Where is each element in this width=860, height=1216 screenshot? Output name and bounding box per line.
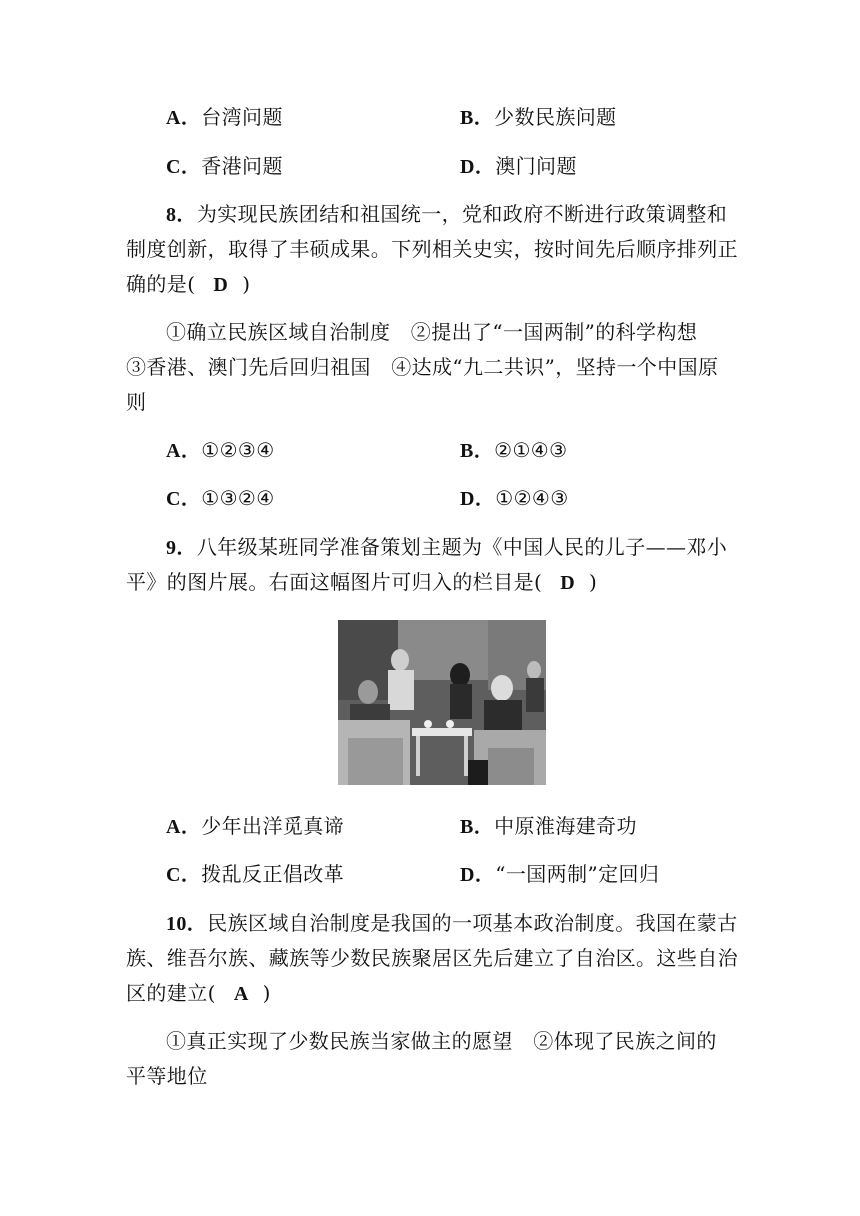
stem-text: 为实现民族团结和祖国统一，党和政府不断进行政策调整和 <box>196 202 728 226</box>
q8-option-c <box>166 484 275 513</box>
q8-stem-line1 <box>166 200 727 229</box>
q9-option-c <box>166 860 344 889</box>
historical-meeting-photo <box>338 620 546 785</box>
option-text: ①③②④ <box>201 486 275 510</box>
q8-stem-line2: 制度创新，取得了丰硕成果。下列相关史实，按时间先后顺序排列正 <box>126 237 738 261</box>
answer: D <box>213 274 229 296</box>
option-text: 拨乱反正倡改革 <box>201 862 345 886</box>
q10-stem-line2: 族、维吾尔族、藏族等少数民族聚居区先后建立了自治区。这些自治 <box>126 946 738 970</box>
q10-stem-line3 <box>126 979 271 1008</box>
q9-stem-line1 <box>166 533 727 562</box>
option-label: A． <box>166 816 202 838</box>
option-label: D． <box>460 864 496 886</box>
option-label: C． <box>166 156 202 178</box>
q8-option-b <box>460 436 567 465</box>
q10-stem-line1 <box>166 909 738 938</box>
option-text: 香港问题 <box>201 154 283 178</box>
q7-option-a <box>166 103 283 132</box>
q9-option-d <box>460 860 659 889</box>
stem-text: 民族区域自治制度是我国的一项基本政治制度。我国在蒙古 <box>207 911 738 935</box>
q10-items-line2: 平等地位 <box>126 1064 208 1088</box>
option-text: 中原淮海建奇功 <box>494 814 637 838</box>
option-text: ①②③④ <box>201 438 275 462</box>
option-label: D． <box>460 488 496 510</box>
option-label: D． <box>460 156 496 178</box>
q7-option-d <box>460 152 577 181</box>
option-label: A． <box>166 440 202 462</box>
option-label: C． <box>166 864 202 886</box>
option-text: 少数民族问题 <box>494 105 617 129</box>
q7-option-c <box>166 152 283 181</box>
q8-items-line2: ③香港、澳门先后回归祖国 ④达成“九二共识”，坚持一个中国原 <box>126 355 719 379</box>
stem-text: 确的是( <box>126 272 196 296</box>
option-label: B． <box>460 816 495 838</box>
q10-items-line1: ①真正实现了少数民族当家做主的愿望 ②体现了民族之间的 <box>166 1029 717 1053</box>
option-text: ①②④③ <box>495 486 569 510</box>
question-number: 8． <box>166 204 197 226</box>
answer: A <box>233 983 249 1005</box>
q8-stem-line3 <box>126 270 250 299</box>
answer: D <box>560 572 576 594</box>
option-label: B． <box>460 440 495 462</box>
photo-illustration <box>338 620 546 785</box>
option-label: B． <box>460 107 495 129</box>
stem-text: 区的建立( <box>126 981 216 1005</box>
option-label: A． <box>166 107 202 129</box>
q8-option-a <box>166 436 275 465</box>
stem-text: ) <box>242 272 251 296</box>
stem-text: 八年级某班同学准备策划主题为《中国人民的儿子——邓小 <box>196 535 728 559</box>
stem-text: 平》的图片展。右面这幅图片可归入的栏目是( <box>126 570 543 594</box>
q7-option-b <box>460 103 617 132</box>
option-text: 澳门问题 <box>495 154 577 178</box>
q9-option-b <box>460 812 637 841</box>
stem-text: ) <box>589 570 598 594</box>
q8-items-line1: ①确立民族区域自治制度 ②提出了“一国两制”的科学构想 <box>166 320 698 344</box>
q9-option-a <box>166 812 344 841</box>
q8-items-line3: 则 <box>126 390 147 414</box>
option-text: ②①④③ <box>494 438 568 462</box>
stem-text: ) <box>262 981 271 1005</box>
q8-option-d <box>460 484 569 513</box>
option-text: 少年出洋觅真谛 <box>201 814 345 838</box>
option-label: C． <box>166 488 202 510</box>
q9-stem-line2 <box>126 568 597 597</box>
option-text: “一国两制”定回归 <box>495 862 660 886</box>
question-number: 9． <box>166 537 197 559</box>
question-number: 10． <box>166 913 208 935</box>
option-text: 台湾问题 <box>201 105 283 129</box>
